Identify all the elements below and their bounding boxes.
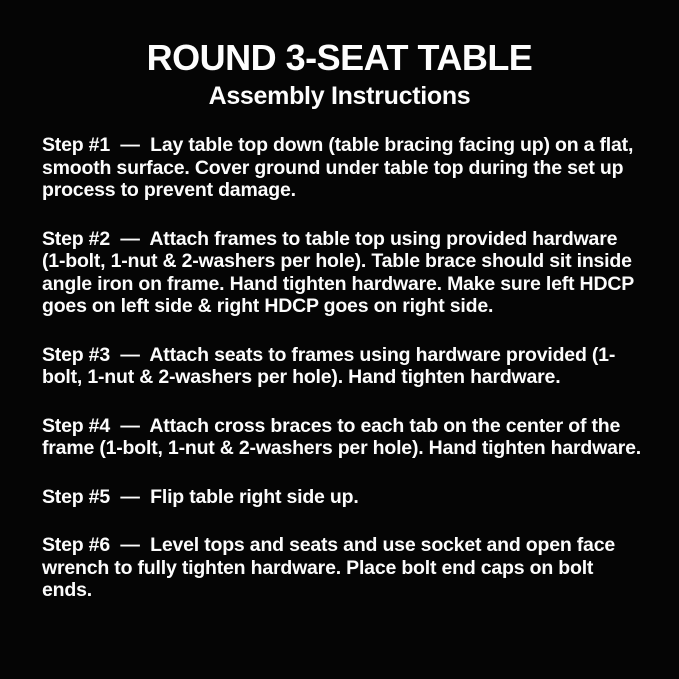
page-title: ROUND 3-SEAT TABLE xyxy=(146,37,533,78)
step-paragraph-1: Step #1 — Lay table top down (table bracing facing up) on a flat, smooth surface. Cover ground under table top during the set up process to prevent damage. xyxy=(42,134,639,202)
step-paragraph-4: Step #4 — Attach cross braces to each tab on the center of the frame (1-bolt, 1-nut & 2-washers per hole). Hand tighten hardware. xyxy=(42,414,641,460)
header xyxy=(0,0,679,110)
step-paragraph-2: Step #2 — Attach frames to table top using provided hardware (1-bolt, 1-nut & 2-washers per hole). Table brace should sit inside angle iron on frame. Hand tighten hardware. Make sure left HDCP goes on left side & right HDCP goes on right side. xyxy=(42,227,639,318)
page-subtitle: Assembly Instructions xyxy=(208,81,471,110)
step-paragraph-6: Step #6 — Level tops and seats and use socket and open face wrench to fully tighten hardware. Place bolt end caps on bolt ends. xyxy=(42,534,621,602)
steps-list xyxy=(0,110,679,602)
step-paragraph-5: Step #5 — Flip table right side up. xyxy=(42,485,359,508)
step-paragraph-3: Step #3 — Attach seats to frames using hardware provided (1-bolt, 1-nut & 2-washers per hole). Hand tighten hardware. xyxy=(42,343,616,389)
